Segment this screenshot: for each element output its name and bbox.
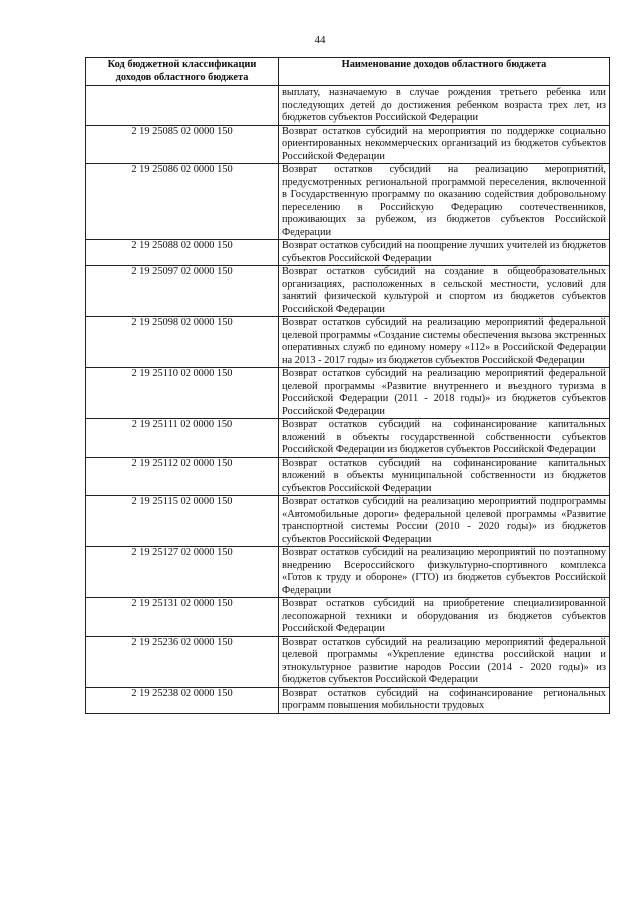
table-row xyxy=(86,598,610,637)
name-cell: Возврат остатков субсидий на приобретение специализированной лесопожарной техники и оборудования из бюджетов субъектов Российской Федерации xyxy=(279,598,610,637)
name-cell: Возврат остатков субсидий на реализацию мероприятий, предусмотренных региональной программой переселения, включенной в Государственную программу по оказанию содействия добровольному переселению в Российскую Федерацию соотечественников, проживающих за рубежом, из бюджетов субъектов Российской Федерации xyxy=(279,164,610,240)
table-row xyxy=(86,687,610,713)
table-row xyxy=(86,547,610,598)
code-cell: 2 19 25238 02 0000 150 xyxy=(86,687,279,713)
table-row xyxy=(86,266,610,317)
code-cell: 2 19 25131 02 0000 150 xyxy=(86,598,279,637)
name-cell: Возврат остатков субсидий на реализацию мероприятий подпрограммы «Автомобильные дороги» федеральной целевой программы «Развитие транспортной системы России (2010 - 2020 годы)» из бюджетов субъектов Российской Федерации xyxy=(279,496,610,547)
name-cell: Возврат остатков субсидий на реализацию мероприятий по поэтапному внедрению Всероссийского физкультурно-спортивного комплекса «Готов к труду и обороне» (ГТО) из бюджетов субъектов Российской Федерации xyxy=(279,547,610,598)
header-code: Код бюджетной классификации доходов областного бюджета xyxy=(86,58,279,86)
name-cell: Возврат остатков субсидий на поощрение лучших учителей из бюджетов субъектов Российской Федерации xyxy=(279,240,610,266)
table-row xyxy=(86,368,610,419)
table-row xyxy=(86,317,610,368)
table-row xyxy=(86,86,610,126)
name-cell: Возврат остатков субсидий на реализацию мероприятий федеральной целевой программы «Развитие внутреннего и въездного туризма в Российской Федерации (2011 - 2018 годы)» из бюджетов субъектов Российской Федерации xyxy=(279,368,610,419)
name-cell: Возврат остатков субсидий на реализацию мероприятий федеральной целевой программы «Укрепление единства российской нации и этнокультурное развитие народов России (2014 - 2020 годы)» из бюджетов субъектов Российской Федерации xyxy=(279,636,610,687)
name-cell: Возврат остатков субсидий на софинансирование капитальных вложений в объекты муниципальной собственности из бюджетов субъектов Российской Федерации xyxy=(279,457,610,496)
name-cell: Возврат остатков субсидий на софинансирование региональных программ повышения мобильности трудовых xyxy=(279,687,610,713)
code-cell: 2 19 25115 02 0000 150 xyxy=(86,496,279,547)
page-number: 44 xyxy=(314,34,326,46)
table-row xyxy=(86,125,610,164)
code-cell: 2 19 25097 02 0000 150 xyxy=(86,266,279,317)
table-row xyxy=(86,496,610,547)
table-row xyxy=(86,240,610,266)
code-cell: 2 19 25098 02 0000 150 xyxy=(86,317,279,368)
name-cell: выплату, назначаемую в случае рождения третьего ребенка или последующих детей до достижения ребенком возраста трех лет, из бюджетов субъектов Российской Федерации xyxy=(279,86,610,126)
code-cell: 2 19 25085 02 0000 150 xyxy=(86,125,279,164)
code-cell: 2 19 25110 02 0000 150 xyxy=(86,368,279,419)
table-row xyxy=(86,419,610,458)
name-cell: Возврат остатков субсидий на создание в общеобразовательных организациях, расположенных в сельской местности, условий для занятий физической культурой и спортом из бюджетов субъектов Российской Федерации xyxy=(279,266,610,317)
code-cell: 2 19 25127 02 0000 150 xyxy=(86,547,279,598)
code-cell: 2 19 25088 02 0000 150 xyxy=(86,240,279,266)
name-cell: Возврат остатков субсидий на софинансирование капитальных вложений в объекты государственной собственности субъектов Российской Федерации из бюджетов субъектов Российской Федерации xyxy=(279,419,610,458)
code-cell: 2 19 25111 02 0000 150 xyxy=(86,419,279,458)
name-cell: Возврат остатков субсидий на реализацию мероприятий федеральной целевой программы «Создание системы обеспечения вызова экстренных оперативных служб по единому номеру «112» в Российской Федерации на 2013 - 2017 годы» из бюджетов субъектов Российской Федерации xyxy=(279,317,610,368)
table-row xyxy=(86,636,610,687)
code-cell: 2 19 25112 02 0000 150 xyxy=(86,457,279,496)
name-cell: Возврат остатков субсидий на мероприятия по поддержке социально ориентированных некоммерческих организаций из бюджетов субъектов Российской Федерации xyxy=(279,125,610,164)
table-row xyxy=(86,164,610,240)
code-cell: 2 19 25086 02 0000 150 xyxy=(86,164,279,240)
budget-classification-table xyxy=(85,57,610,714)
table-row xyxy=(86,457,610,496)
header-name: Наименование доходов областного бюджета xyxy=(279,58,610,86)
code-cell xyxy=(86,86,279,126)
table-header-row xyxy=(86,58,610,86)
code-cell: 2 19 25236 02 0000 150 xyxy=(86,636,279,687)
